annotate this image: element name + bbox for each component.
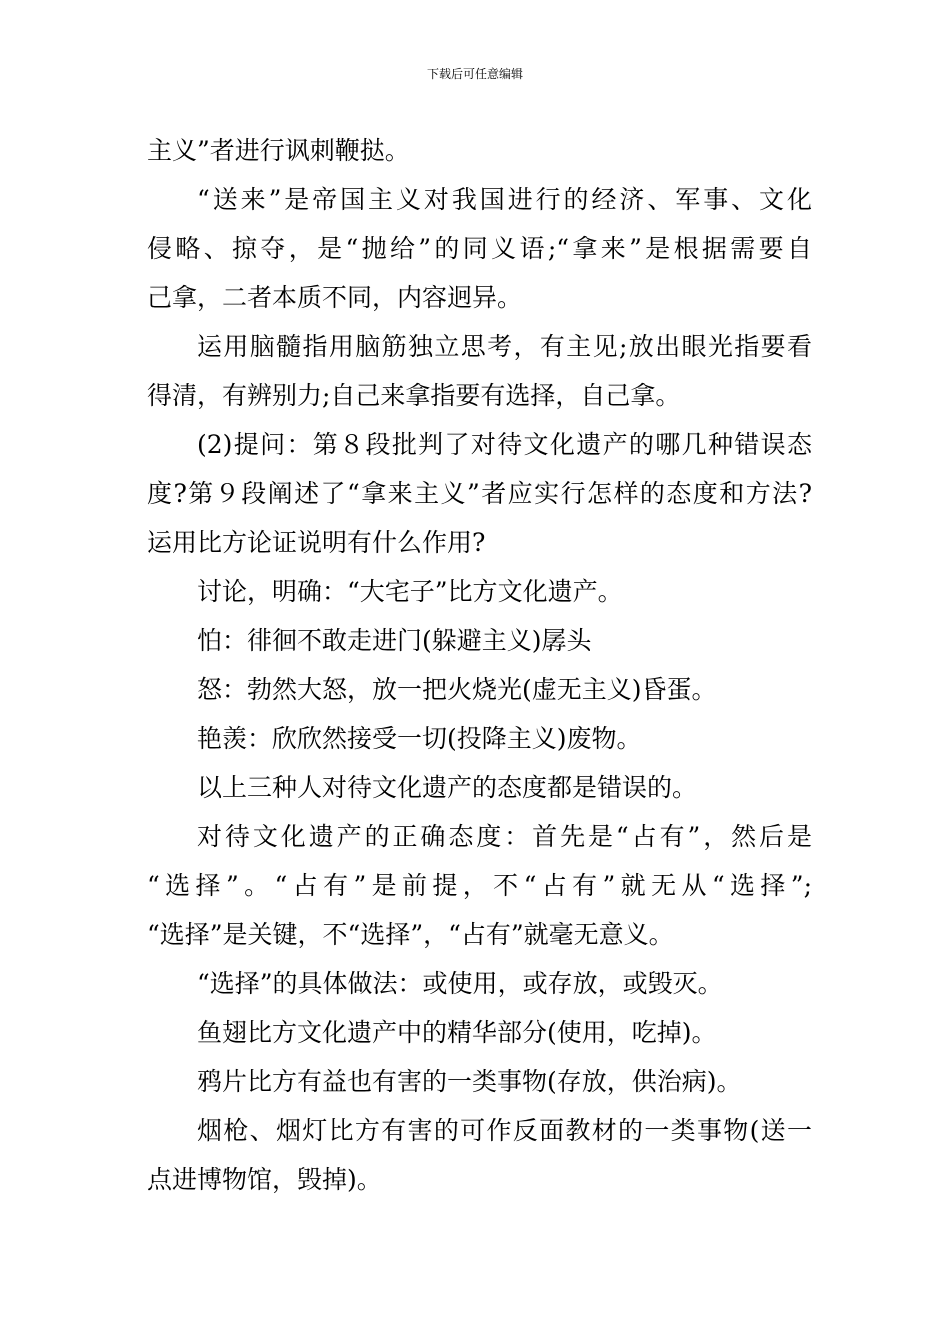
text-line: 度?第９段阐述了“拿来主义”者应实行怎样的态度和方法? xyxy=(147,479,812,508)
text-line: 烟枪、烟灯比方有害的可作反面教材的一类事物(送一 xyxy=(197,1116,812,1145)
text-line: 得清，有辨别力;自己来拿指要有选择，自己拿。 xyxy=(147,381,681,410)
text-line: 点进博物馆，毁掉)。 xyxy=(147,1165,382,1194)
text-line: 运用脑髓指用脑筋独立思考，有主见;放出眼光指要看 xyxy=(197,332,812,361)
document-body xyxy=(147,126,812,1204)
text-line: 以上三种人对待文化遗产的态度都是错误的。 xyxy=(197,773,698,802)
text-line: 怒：勃然大怒，放一把火烧光(虚无主义)昏蛋。 xyxy=(197,675,717,704)
text-line: 主义”者进行讽刺鞭挞。 xyxy=(147,136,410,165)
text-line: “送来”是帝国主义对我国进行的经济、军事、文化 xyxy=(197,185,812,214)
text-line: 对待文化遗产的正确态度：首先是“占有”，然后是 xyxy=(197,822,812,851)
text-line: “选择”的具体做法：或使用，或存放，或毁灭。 xyxy=(197,969,723,998)
text-line: 鸦片比方有益也有害的一类事物(存放，供治病)。 xyxy=(197,1067,742,1096)
text-line: “选择”。“占有”是前提，不“占有”就无从“选择”; xyxy=(147,871,812,900)
text-line: 侵略、掠夺，是“抛给”的同义语;“拿来”是根据需要自 xyxy=(147,234,812,263)
text-line: 运用比方论证说明有什么作用? xyxy=(147,528,486,557)
text-line: “选择”是关键，不“选择”，“占有”就毫无意义。 xyxy=(147,920,674,949)
text-line: 己拿，二者本质不同，内容迥异。 xyxy=(147,283,523,312)
page-header: 下载后可任意编辑 xyxy=(426,67,523,81)
text-line: (2)提问：第８段批判了对待文化遗产的哪几种错误态 xyxy=(197,430,812,459)
text-line: 怕：徘徊不敢走进门(躲避主义)孱头 xyxy=(197,626,592,655)
text-line: 艳羡：欣欣然接受一切(投降主义)废物。 xyxy=(197,724,642,753)
text-line: 讨论，明确：“大宅子”比方文化遗产。 xyxy=(197,577,623,606)
text-line: 鱼翅比方文化遗产中的精华部分(使用，吃掉)。 xyxy=(197,1018,717,1047)
